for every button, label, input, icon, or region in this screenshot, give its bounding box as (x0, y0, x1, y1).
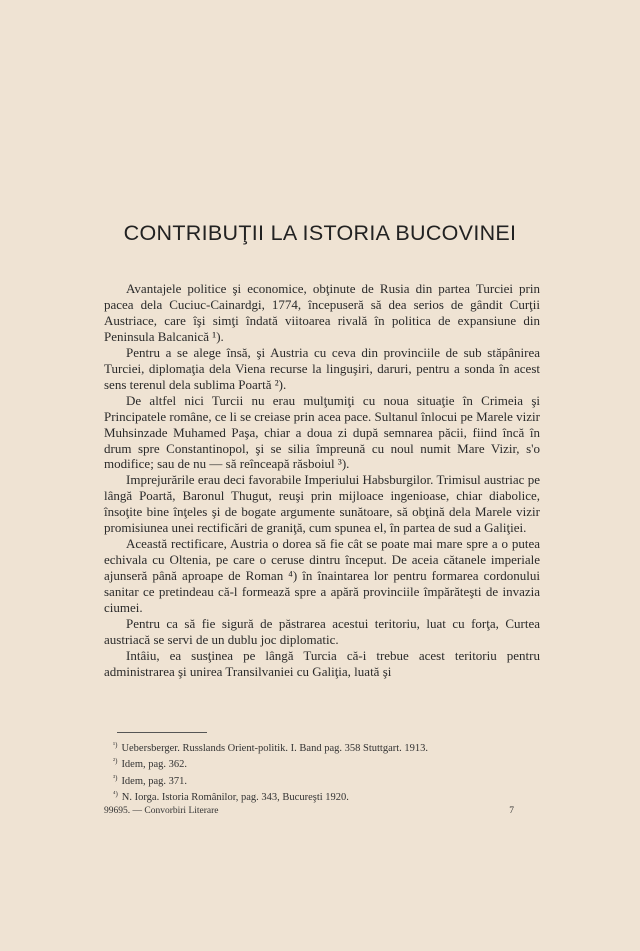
paragraph: Pentru ca să fie sigură de păstrarea acestui teritoriu, luat cu forţa, Curtea austriacă se servi de un dublu joc diplomatic. (104, 616, 540, 647)
paragraph: Pentru a se alege însă, şi Austria cu ceva din provinciile de sub stăpânirea Turciei, diplomaţia dela Viena recurse la linguşiri, daruri, pentru a sonda în acest sens terenul dela sublima Poartă ²). (104, 344, 540, 392)
paragraph: De altfel nici Turcii nu erau mulţumiţi cu noua situaţie în Crimeia şi Principatele române, ce li se creiase prin acea pace. Sultanul înlocui pe Marele vizir Muhsinzade Muhamed Paşa, chiar a doua zi după semnarea păcii, fiind încă în drum spre Constantinopol, şi se silia împreună cu noul numit Mare Vizir, s'o modifice; sau de nu — să reînceapă răsboiul ³). (104, 392, 540, 472)
footnote-mark: ³) (113, 773, 118, 782)
paragraph: Avantajele politice şi economice, obţinute de Rusia din partea Turciei prin pacea dela Cuciuc-Cainardgi, 1774, începuseră să dea serios de gândit Curţii Austriace, care îşi simţi îndată viitoarea rivală în politica de expansiune din Peninsula Balcanică ¹). (104, 281, 540, 344)
paragraph: Imprejurările erau deci favorabile Imperiului Habsburgilor. Trimisul austriac pe lângă Poartă, Baronul Thugut, reuşi prin mijloace ingenioase, chiar diabolice, însoţite bine înţeles şi de bogate argumente sunătoare, să obţină dela Marele vizir promisiunea unei rectificări de graniţă, cum spunea el, în partea de sud a Galiţiei. (104, 472, 540, 536)
footnote-divider (117, 732, 207, 733)
footnote (113, 755, 533, 771)
footnote (113, 788, 533, 804)
footer-signature: 99695. — Convorbiri Literare (104, 806, 219, 816)
footnote (113, 772, 533, 788)
article-title: CONTRIBUŢII LA ISTORIA BUCOVINEI (123, 221, 517, 245)
paragraph: Intâiu, ea susţinea pe lângă Turcia că-i trebue acest teritoriu pentru administrarea şi unirea Transilvaniei cu Galiţia, luată şi (104, 647, 540, 679)
footnote (113, 739, 533, 755)
footnote-text: Idem, pag. 362. (121, 759, 188, 771)
footnote-text: Uebersberger. Russlands Orient-politik. I. Band pag. 358 Stuttgart. 1913. (121, 743, 429, 754)
footnote-mark: ²) (113, 757, 118, 766)
paragraph: Această rectificare, Austria o dorea să fie cât se poate mai mare spre a o putea echivala cu Oltenia, pe care o ceruse dintru început. De aceia cătanele imperiale ajunseră până aproape de Roman ⁴) în înaintarea lor pentru formarea cordonului sanitar ce pretindeau că-l formează spre a apără provinciile împărăteşti de invazia ciumei. (104, 536, 540, 616)
page-number: 7 (509, 806, 514, 816)
article-body (104, 281, 540, 680)
footnotes (113, 739, 533, 805)
footnote-mark: ⁴) (113, 790, 118, 799)
footnote-mark: ¹) (113, 741, 118, 749)
footnote-text: Idem, pag. 371. (121, 775, 188, 787)
footnote-text: N. Iorga. Istoria Românilor, pag. 343, Bucureşti 1920. (121, 792, 349, 804)
page-footer (104, 806, 514, 816)
